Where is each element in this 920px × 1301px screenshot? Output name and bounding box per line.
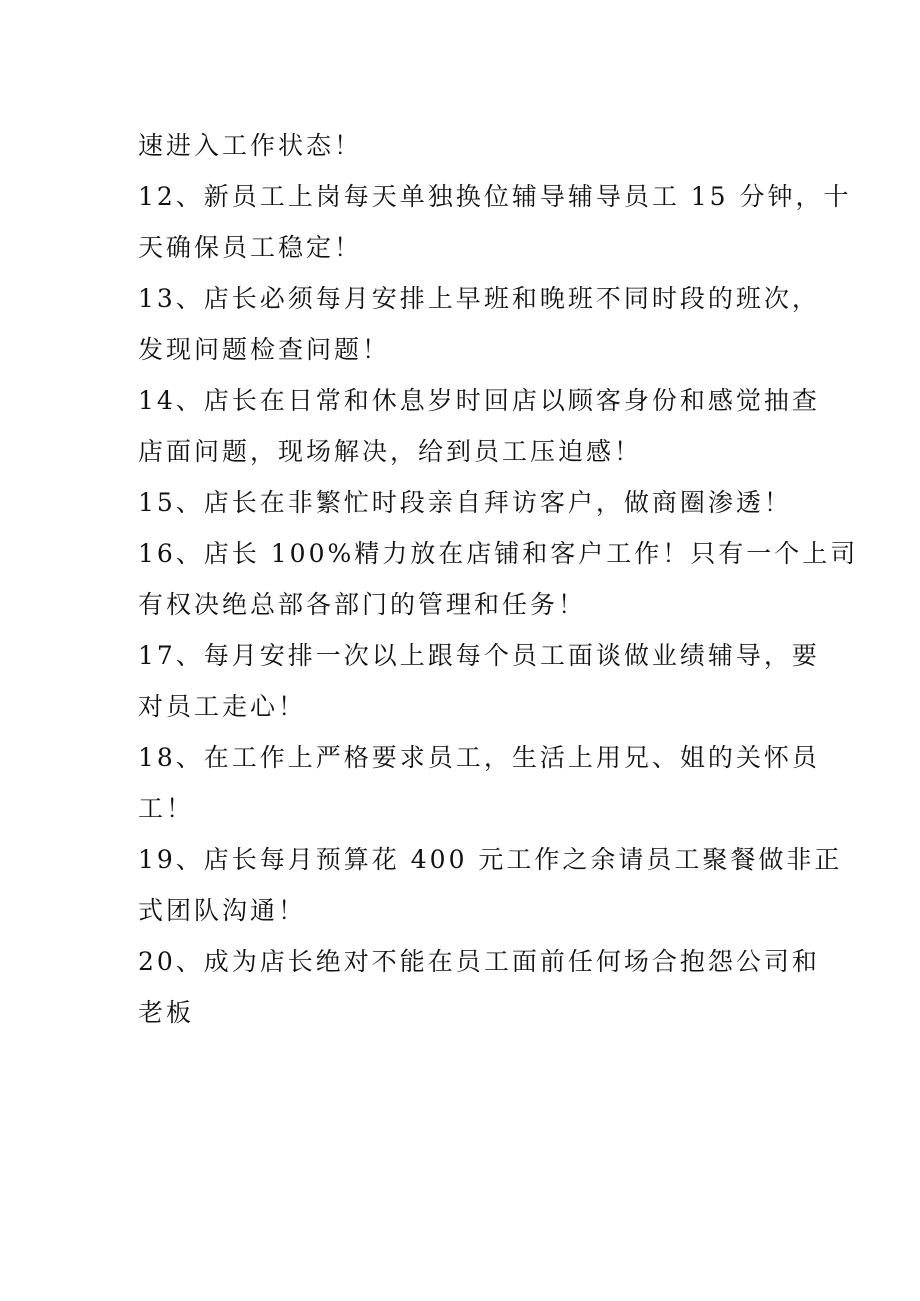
text-line: 16、店长 100%精力放在店铺和客户工作！只有一个上司 bbox=[138, 539, 859, 568]
text-line: 18、在工作上严格要求员工，生活上用兄、姐的关怀员 bbox=[138, 743, 820, 772]
text-line: 店面问题，现场解决，给到员工压迫感！ bbox=[138, 437, 643, 466]
text-line: 20、成为店长绝对不能在员工面前任何场合抱怨公司和 bbox=[138, 947, 820, 976]
text-line: 有权决绝总部各部门的管理和任务！ bbox=[138, 590, 587, 619]
text-line: 老板 bbox=[138, 998, 195, 1027]
text-line: 17、每月安排一次以上跟每个员工面谈做业绩辅导，要 bbox=[138, 641, 820, 670]
document-body bbox=[138, 120, 859, 1038]
text-line: 19、店长每月预算花 400 元工作之余请员工聚餐做非正 bbox=[138, 845, 843, 874]
text-line: 速进入工作状态！ bbox=[138, 131, 363, 160]
text-line: 14、店长在日常和休息岁时回店以顾客身份和感觉抽查 bbox=[138, 386, 820, 415]
text-line: 12、新员工上岗每天单独换位辅导辅导员工 15 分钟，十 bbox=[138, 182, 852, 211]
text-line: 15、店长在非繁忙时段亲自拜访客户，做商圈渗透！ bbox=[138, 488, 792, 517]
text-line: 工！ bbox=[138, 794, 195, 823]
text-line: 对员工走心！ bbox=[138, 692, 307, 721]
text-line: 发现问题检查问题！ bbox=[138, 335, 391, 364]
text-line: 天确保员工稳定！ bbox=[138, 233, 363, 262]
text-line: 式团队沟通！ bbox=[138, 896, 307, 925]
text-line: 13、店长必须每月安排上早班和晚班不同时段的班次， bbox=[138, 284, 820, 313]
